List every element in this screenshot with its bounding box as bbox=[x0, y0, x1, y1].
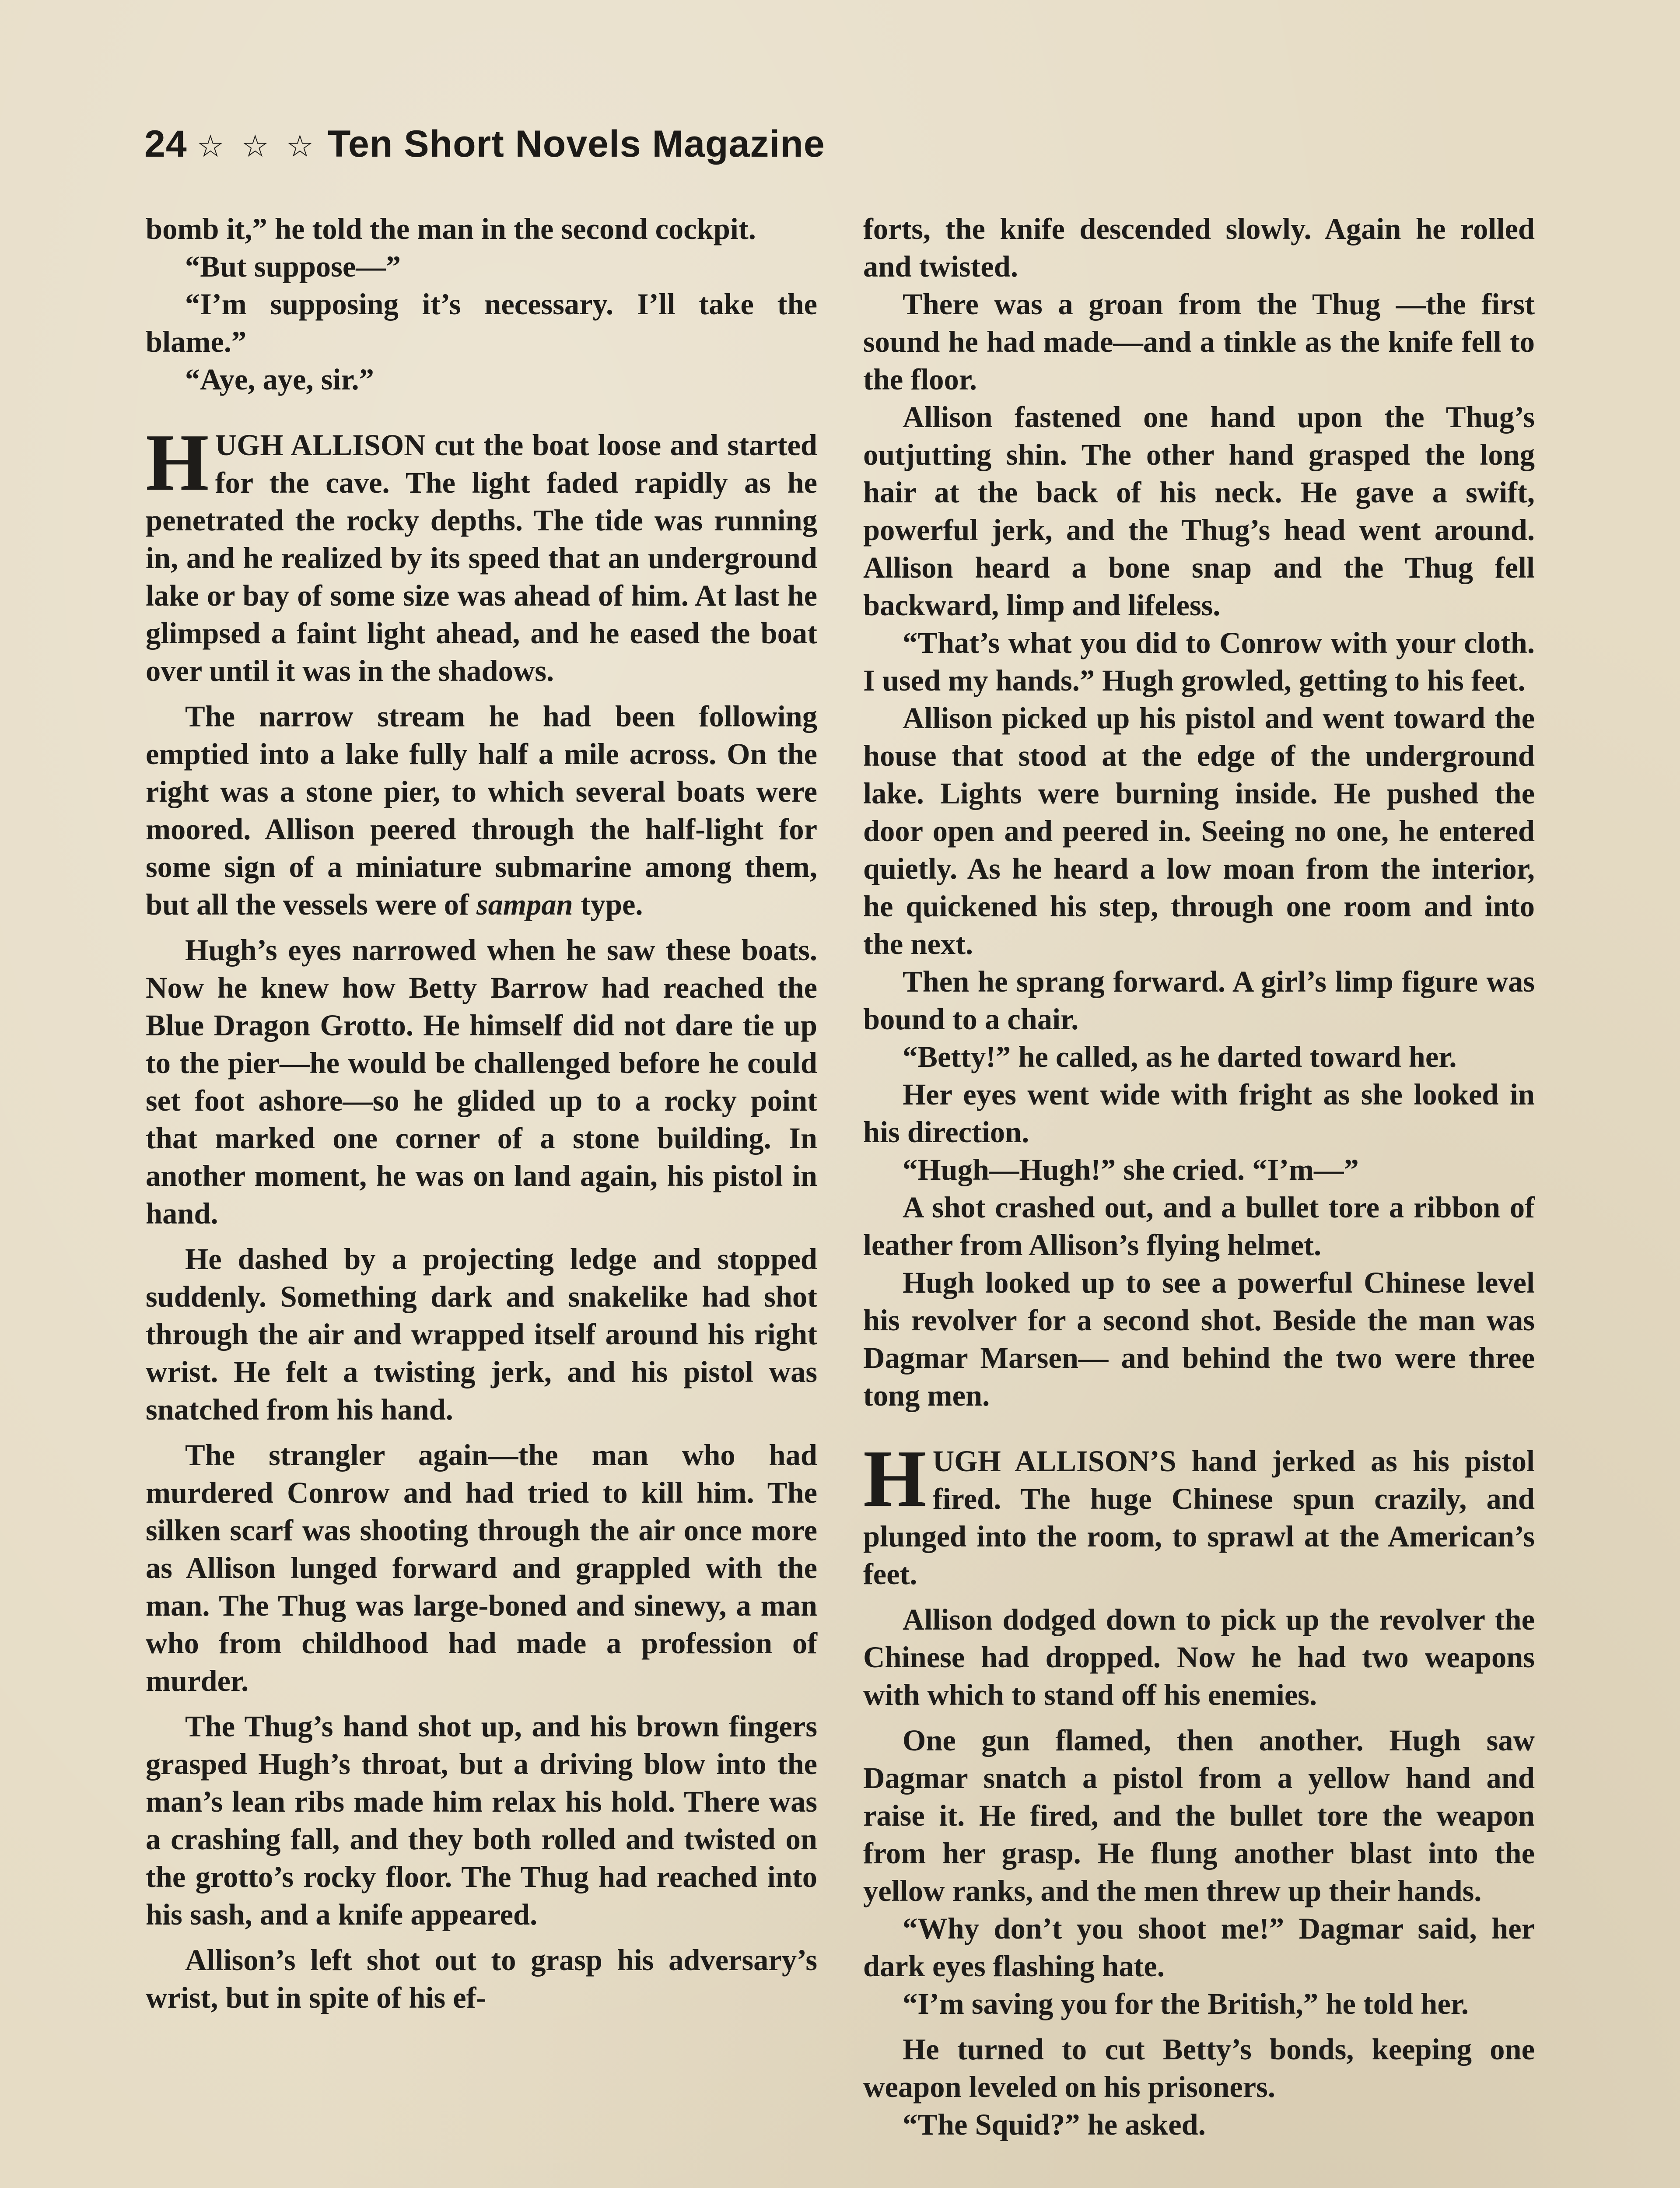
paragraph: Allison picked up his pistol and went toward the house that stood at the edge of the underground lake. Lights were burning inside. He pushed the door open and peered in. Seeing no one, he entered quietly. As he heard a low moan from the interior, he quickened his step, through one room and into the next. bbox=[863, 701, 1535, 961]
paragraph: “I’m supposing it’s necessary. I’ll take the blame.” bbox=[146, 288, 817, 358]
paragraph: The strangler again—the man who had murdered Conrow and had tried to kill him. The silken scarf was shooting through the air once more as Allison lunged forward and grappled with the man. The Thug was large-boned and sinewy, a man who from childhood had made a profession of murder. bbox=[146, 1438, 817, 1697]
paragraph: A shot crashed out, and a bullet tore a ribbon of leather from Allison’s flying helmet. bbox=[863, 1191, 1535, 1262]
paragraph: He turned to cut Betty’s bonds, keeping one weapon leveled on his prisoners. bbox=[863, 2033, 1535, 2104]
paragraph: There was a groan from the Thug —the first sound he had made—and a tinkle as the knife fell to the floor. bbox=[863, 288, 1535, 396]
paragraph: “That’s what you did to Conrow with your cloth. I used my hands.” Hugh growled, getting to his feet. bbox=[863, 626, 1535, 697]
paragraph-text: UGH ALLISON cut the boat loose and started for the cave. The light faded rapidly as he penetrated the rocky depths. The tide was running in, and he realized by its speed that an underground lake or bay of some size was ahead of him. At last he glimpsed a faint light ahead, and he eased the boat over until it was in the shadows. bbox=[146, 428, 817, 687]
paragraph: “The Squid?” he asked. bbox=[903, 2108, 1206, 2141]
paragraph: One gun flamed, then another. Hugh saw Dagmar snatch a pistol from a yellow hand and raise it. He fired, and the bullet tore the weapon from her grasp. He flung another blast into the yellow ranks, and the men threw up their hands. bbox=[863, 1724, 1535, 1907]
paragraph bbox=[146, 698, 817, 923]
drop-cap: H bbox=[863, 1434, 927, 1524]
paragraph: forts, the knife descended slowly. Again he rolled and twisted. bbox=[863, 212, 1535, 283]
drop-cap: H bbox=[146, 417, 209, 508]
paragraph: “Why don’t you shoot me!” Dagmar said, her dark eyes flashing hate. bbox=[863, 1912, 1535, 1983]
paragraph: “Hugh—Hugh!” she cried. “I’m—” bbox=[903, 1153, 1359, 1186]
paragraph: Then he sprang forward. A girl’s limp figure was bound to a chair. bbox=[863, 965, 1535, 1036]
paragraph: “But suppose—” bbox=[185, 250, 401, 283]
left-column bbox=[146, 210, 817, 2016]
paragraph: Allison fastened one hand upon the Thug’s outjutting shin. The other hand grasped the long hair at the back of his neck. He gave a swift, powerful jerk, and the Thug’s head went around. Allison heard a bone snap and the Thug fell backward, limp and lifeless. bbox=[863, 400, 1535, 622]
page-header bbox=[144, 123, 825, 166]
paragraph-text: The narrow stream he had been following emptied into a lake fully half a mile across. On the right was a stone pier, to which several boats were moored. Allison peered through the half-light for some sign of a miniature submarine among them, but all the vessels were of bbox=[146, 700, 817, 921]
section-paragraph bbox=[863, 1434, 1535, 1593]
paragraph: “Aye, aye, sir.” bbox=[185, 363, 374, 396]
italic-word: sampan bbox=[476, 888, 573, 921]
magazine-title: Ten Short Novels Magazine bbox=[327, 123, 825, 165]
paragraph: “Betty!” he called, as he darted toward her. bbox=[903, 1040, 1457, 1073]
paragraph: He dashed by a projecting ledge and stopped suddenly. Something dark and snakelike had shot through the air and wrapped itself around his right wrist. He felt a twisting jerk, and his pistol was snatched from his hand. bbox=[146, 1242, 817, 1426]
paragraph: Allison dodged down to pick up the revolver the Chinese had dropped. Now he had two weapons with which to stand off his enemies. bbox=[863, 1603, 1535, 1711]
paragraph: “I’m saving you for the British,” he told her. bbox=[903, 1987, 1469, 2020]
page-number: 24 bbox=[144, 123, 187, 165]
header-stars: ☆ ☆ ☆ bbox=[196, 129, 318, 163]
paragraph: bomb it,” he told the man in the second cockpit. bbox=[146, 212, 756, 245]
section-paragraph bbox=[146, 417, 817, 690]
paragraph: The Thug’s hand shot up, and his brown fingers grasped Hugh’s throat, but a driving blow into the man’s lean ribs made him relax his hold. There was a crashing fall, and they both rolled and twisted on the grotto’s rocky floor. The Thug had reached into his sash, and a knife appeared. bbox=[146, 1710, 817, 1931]
paragraph: Allison’s left shot out to grasp his adversary’s wrist, but in spite of his ef- bbox=[146, 1943, 817, 2014]
right-column bbox=[863, 210, 1535, 2143]
paragraph: Hugh looked up to see a powerful Chinese level his revolver for a second shot. Beside the man was Dagmar Marsen— and behind the two were three tong men. bbox=[863, 1266, 1535, 1412]
paragraph-text: UGH ALLISON’S hand jerked as his pistol fired. The huge Chinese spun crazily, and plunged into the room, to sprawl at the American’s feet. bbox=[863, 1445, 1535, 1591]
paragraph: Hugh’s eyes narrowed when he saw these boats. Now he knew how Betty Barrow had reached the Blue Dragon Grotto. He himself did not dare tie up to the pier—he would be challenged before he could set foot ashore—so he glided up to a rocky point that marked one corner of a stone building. In another moment, he was on land again, his pistol in hand. bbox=[146, 933, 817, 1230]
paragraph: Her eyes went wide with fright as she looked in his direction. bbox=[863, 1078, 1535, 1149]
paragraph-text: type. bbox=[573, 888, 643, 921]
